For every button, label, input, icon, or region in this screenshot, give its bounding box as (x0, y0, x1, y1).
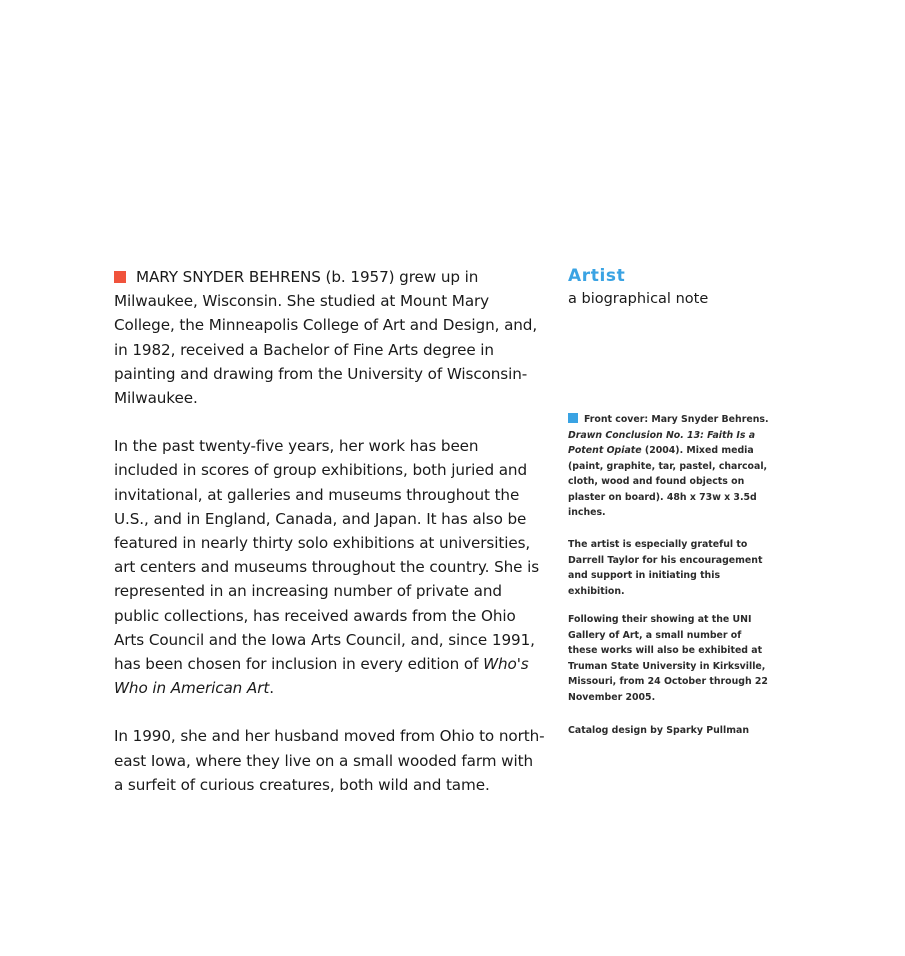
artist-name: MARY SNYDER BEHRENS (136, 268, 321, 286)
acknowledgement-note: The artist is especially grateful to Darrell Taylor for his encouragement and support in initiating this exhibition. (568, 539, 763, 597)
exhibition-note: Following their showing at the UNI Gallery of Art, a small number of these works will also be exhibited at Truman State University in Kirksville, Missouri, from 24 October through 22 November 2005. (568, 614, 768, 703)
cover-lead: Front cover: Mary Snyder Behrens. (584, 414, 769, 425)
sidebar (568, 265, 778, 736)
whos-who-title: Who's Who in American Art (114, 655, 529, 698)
bio-paragraph-1-text: (b. 1957) grew up in Milwaukee, Wisconsin. She studied at Mount Mary College, the Minneapolis College of Art and Design, and, in 1982, received a Bachelor of Fine Arts degree in painting and drawing from the University of Wisconsin-Milwaukee. (114, 268, 538, 408)
artwork-title: Drawn Conclusion No. 13: Faith Is a Potent Opiate (568, 429, 756, 456)
bio-paragraph-1 (114, 265, 546, 410)
front-cover-note (568, 412, 773, 521)
sidebar-heading: Artist (568, 266, 626, 286)
red-square-bullet (114, 271, 126, 283)
bio-paragraph-2 (114, 434, 546, 700)
sidebar-subheading: a biographical note (568, 291, 709, 307)
artwork-details: (2004). Mixed media (paint, graphite, tar, pastel, charcoal, cloth, wood and found objects on plaster on board). 48h x 73w x 3.5d inches. (568, 445, 768, 518)
bio-paragraph-3: In 1990, she and her husband moved from Ohio to north-east Iowa, where they live on a small wooded farm with a surfeit of curious creatures, both wild and tame. (114, 727, 545, 794)
biography-text (114, 265, 546, 821)
bio-paragraph-2-end: . (269, 679, 274, 698)
blue-square-bullet (568, 413, 578, 423)
design-credit: Catalog design by Sparky Pullman (568, 725, 750, 736)
bio-paragraph-2-text: In the past twenty-five years, her work has been included in scores of group exhibitions, both juried and invitational, at galleries and museums throughout the U.S., and in England, Canada, and Japan. It has also be featured in nearly thirty solo exhibitions at universities, art centers and museums throughout the country. She is represented in an increasing number of private and public collections, has received awards from the Ohio Arts Council and the Iowa Arts Council, and, since 1991, has been chosen for inclusion in every edition of (114, 437, 540, 674)
